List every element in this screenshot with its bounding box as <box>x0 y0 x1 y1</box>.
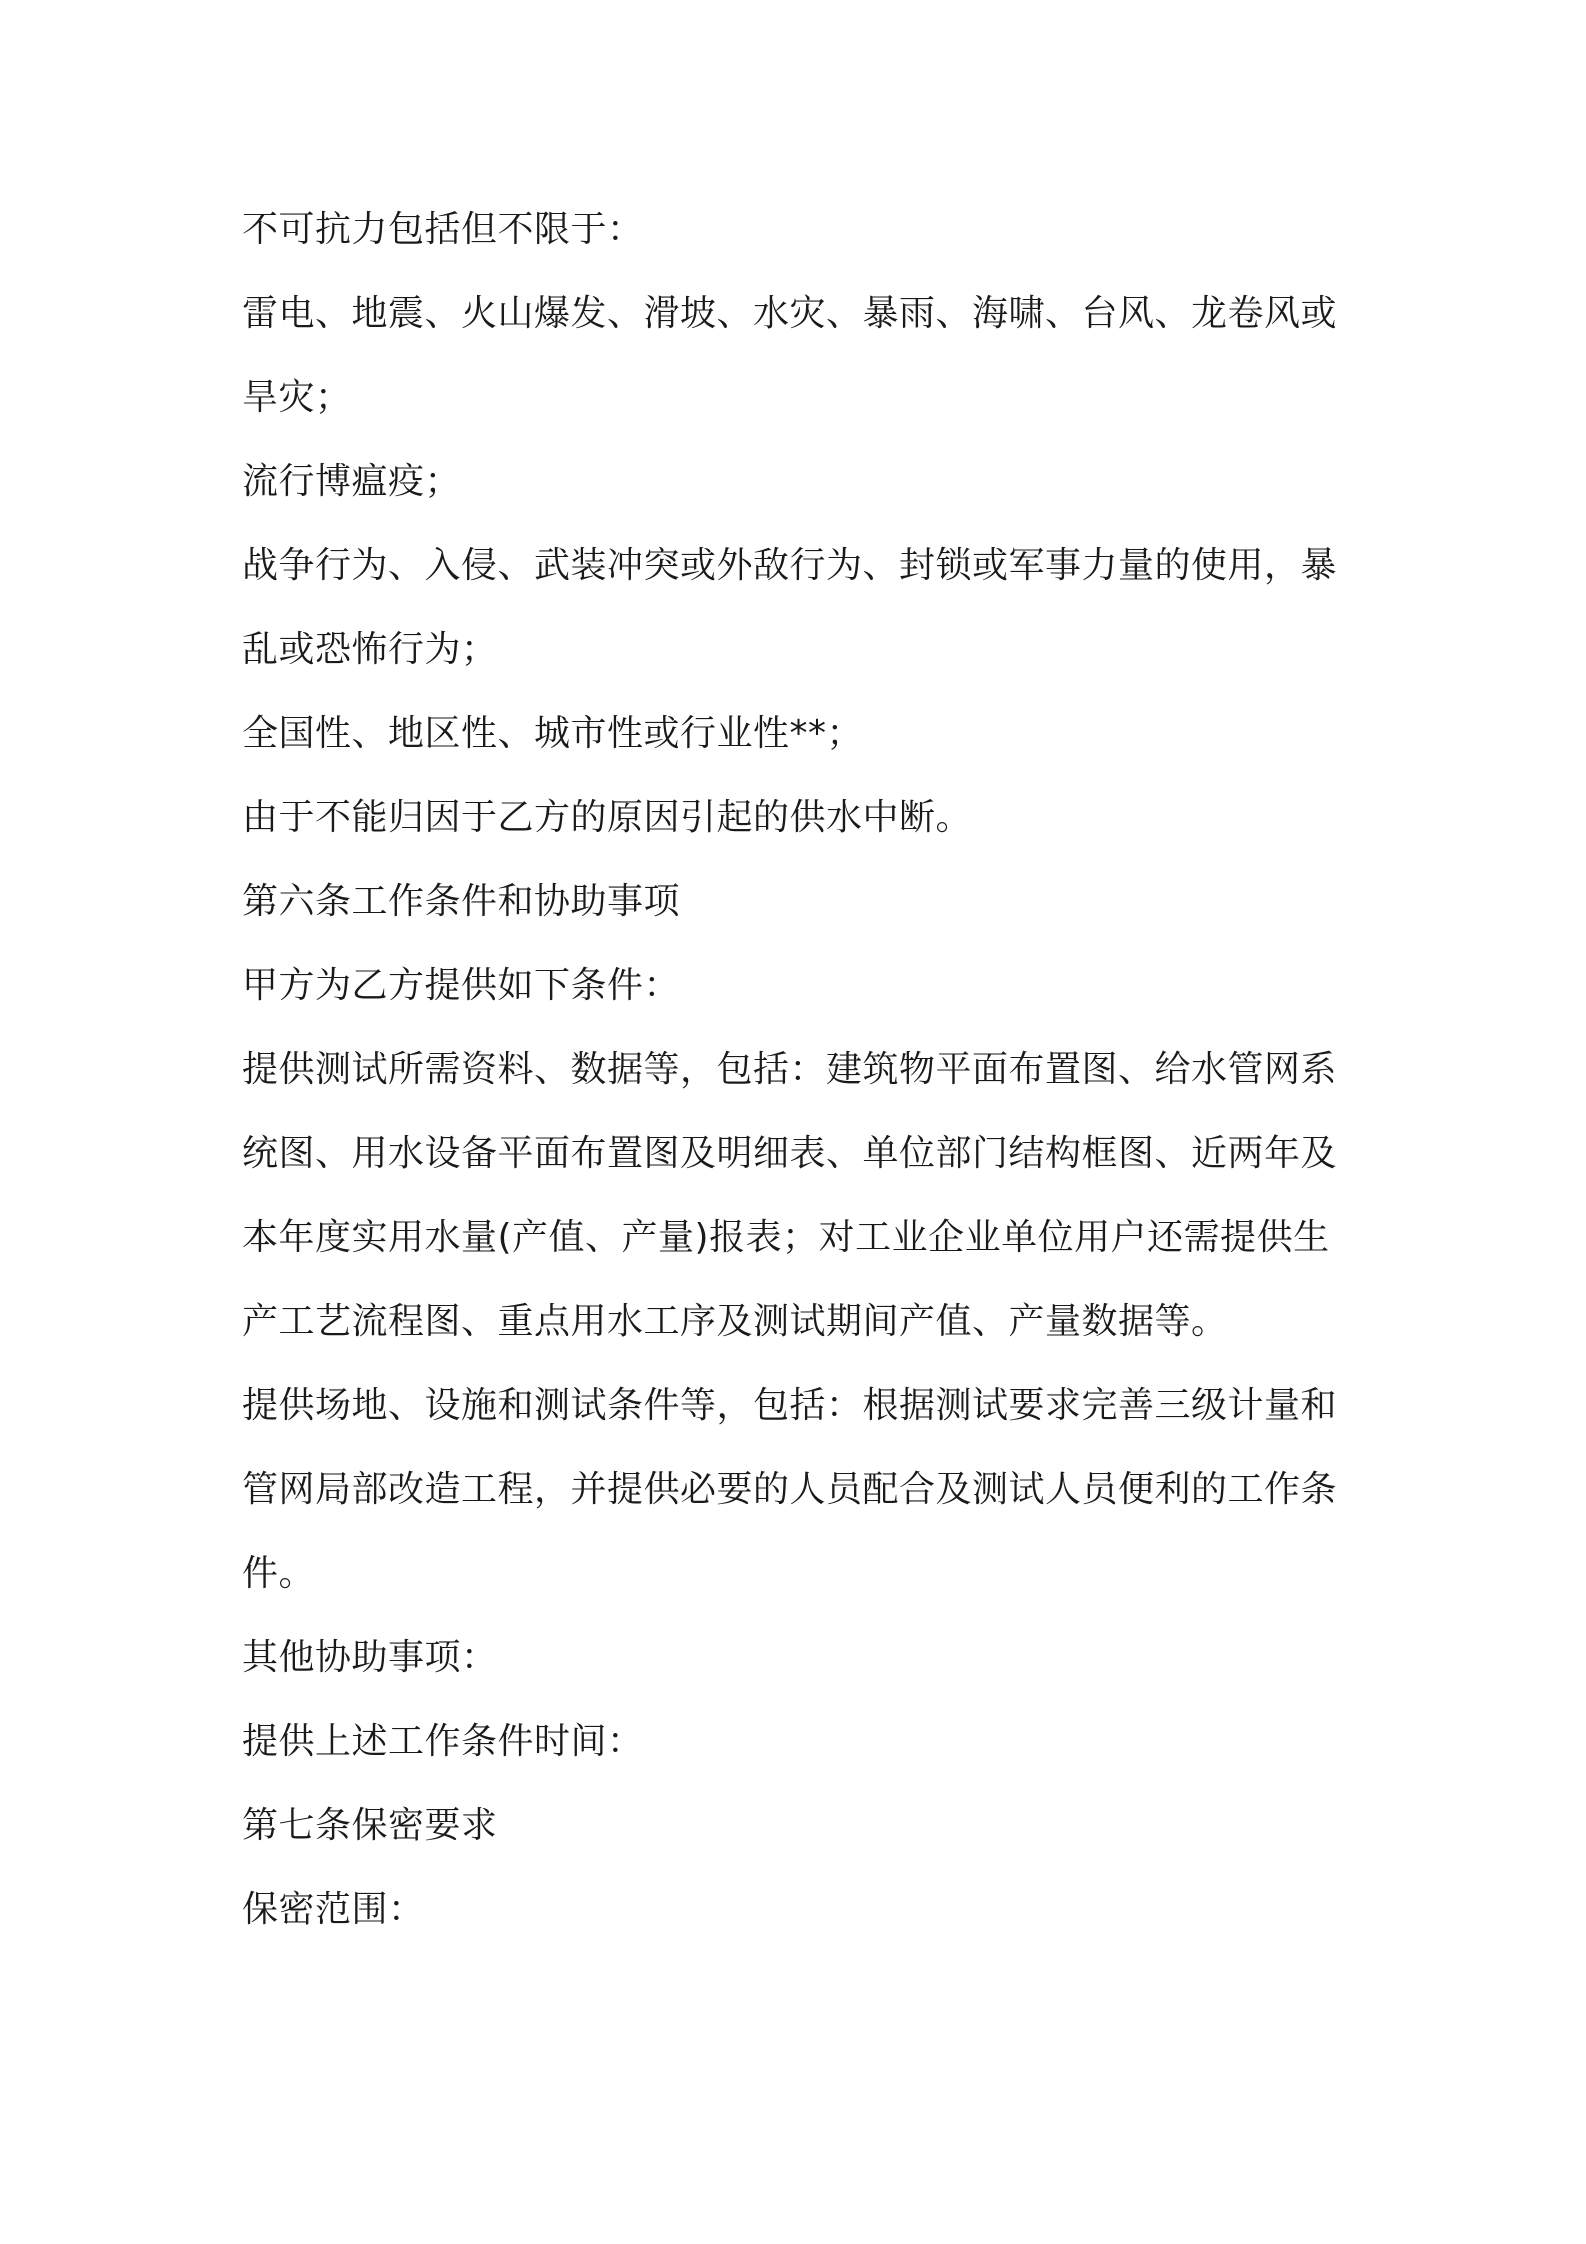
document-body <box>242 198 1362 1962</box>
text-line-site-facilities-cont-1: 管网局部改造工程，并提供必要的人员配合及测试人员便利的工作条 <box>242 1469 1338 1510</box>
text-line-regional: 全国性、地区性、城市性或行业性**； <box>242 713 864 754</box>
text-line-war-cont: 乱或恐怖行为； <box>242 629 498 670</box>
text-line-war: 战争行为、入侵、武装冲突或外敌行为、封锁或军事力量的使用，暴 <box>242 545 1338 586</box>
text-line-provision-time: 提供上述工作条件时间： <box>242 1721 644 1762</box>
text-line-materials-cont-2: 本年度实用水量(产值、产量)报表；对工业企业单位用户还需提供生 <box>242 1217 1330 1258</box>
text-line-force-majeure-intro: 不可抗力包括但不限于： <box>242 209 644 250</box>
text-line-site-facilities-cont-2: 件。 <box>242 1553 316 1594</box>
section-heading-article-7: 第七条保密要求 <box>242 1805 498 1846</box>
text-line-water-interruption: 由于不能归因于乙方的原因引起的供水中断。 <box>242 797 973 838</box>
text-line-natural-disasters: 雷电、地震、火山爆发、滑坡、水灾、暴雨、海啸、台风、龙卷风或 <box>242 293 1338 334</box>
text-line-materials-cont-3: 产工艺流程图、重点用水工序及测试期间产值、产量数据等。 <box>242 1301 1228 1342</box>
text-line-natural-disasters-cont: 旱灾； <box>242 377 352 418</box>
text-line-confidential-scope: 保密范围： <box>242 1889 425 1930</box>
text-line-materials-cont-1: 统图、用水设备平面布置图及明细表、单位部门结构框图、近两年及 <box>242 1133 1338 1174</box>
section-heading-article-6: 第六条工作条件和协助事项 <box>242 881 681 922</box>
text-line-site-facilities: 提供场地、设施和测试条件等，包括：根据测试要求完善三级计量和 <box>242 1385 1338 1426</box>
text-line-materials: 提供测试所需资料、数据等，包括：建筑物平面布置图、给水管网系 <box>242 1049 1338 1090</box>
text-line-party-a-provides: 甲方为乙方提供如下条件： <box>242 965 681 1006</box>
text-line-other-assistance: 其他协助事项： <box>242 1637 498 1678</box>
text-line-epidemic: 流行博瘟疫； <box>242 461 462 502</box>
